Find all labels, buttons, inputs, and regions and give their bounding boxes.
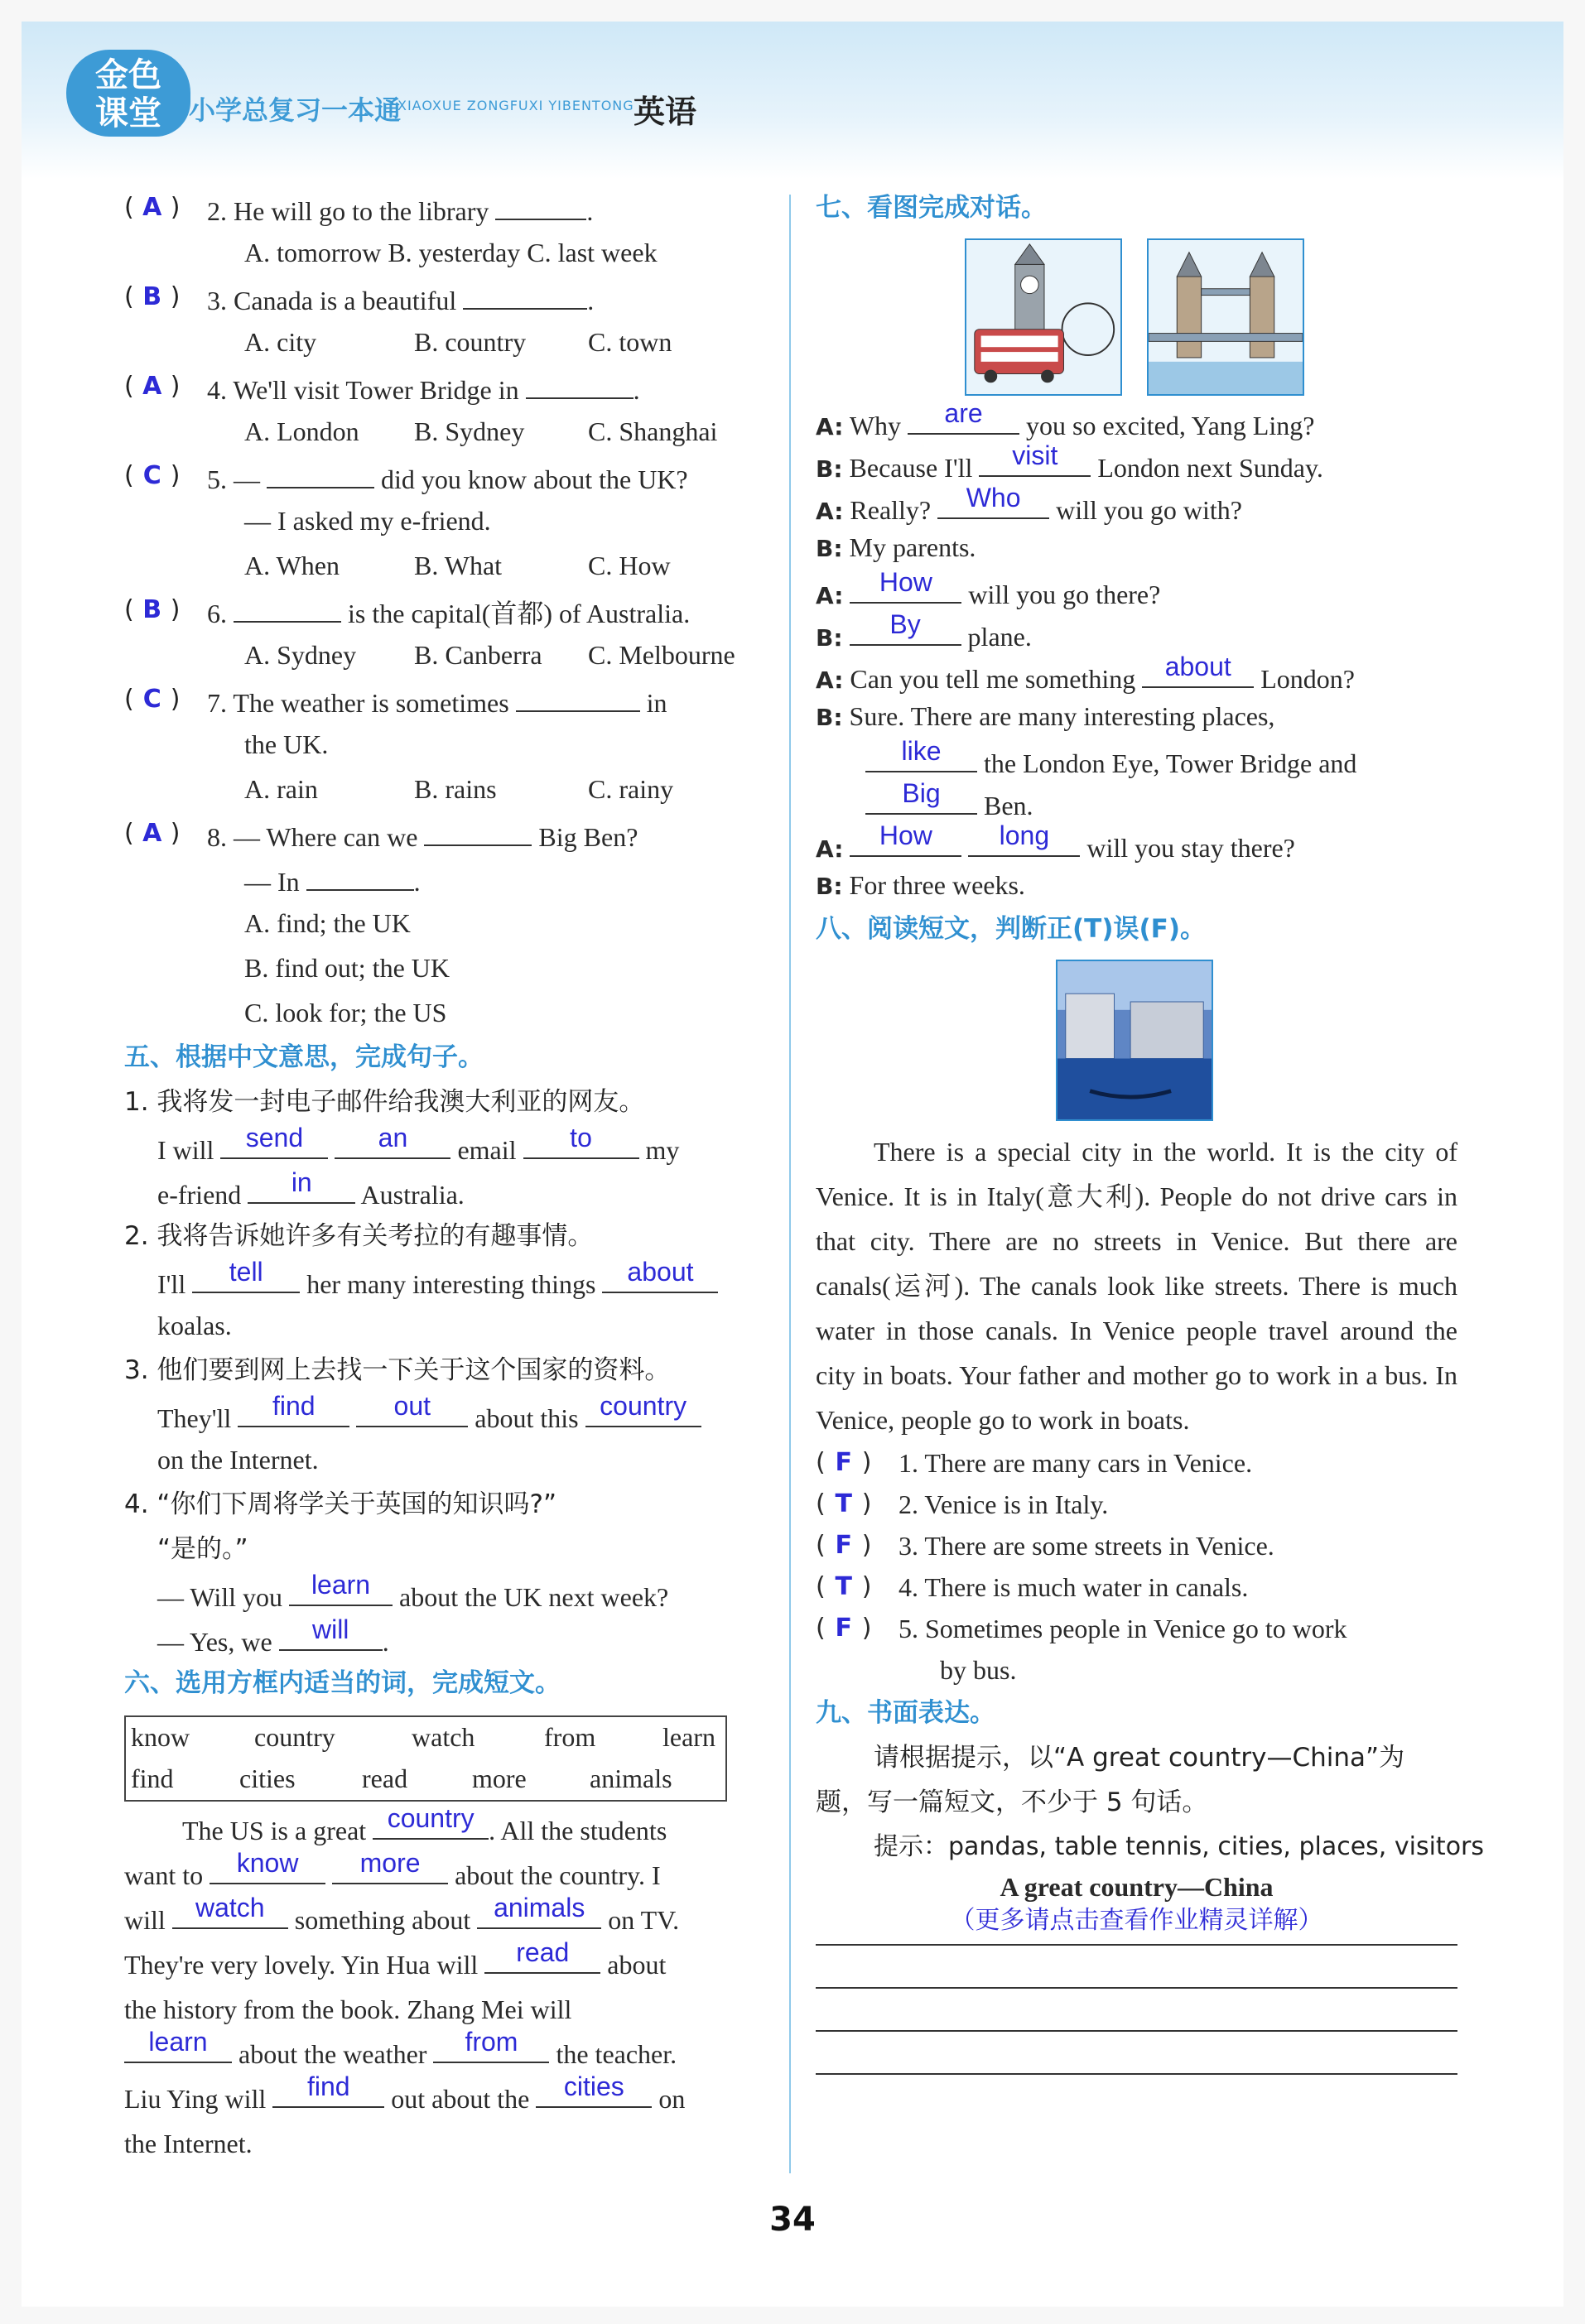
more-solutions-link[interactable]: （更多请点击查看作业精灵详解）: [950, 1906, 1323, 1935]
option: C. How: [588, 551, 671, 580]
item-3-chinese: 3. 他们要到网上去找一下关于这个国家的资料。: [124, 1355, 671, 1385]
option: B. Sydney: [414, 416, 525, 446]
writing-line[interactable]: [816, 1946, 1457, 1989]
answer-mark: T: [835, 1572, 852, 1601]
logo-text-2: 课堂: [95, 94, 161, 132]
word-box-item: cities: [239, 1763, 296, 1793]
answer-blank: [234, 588, 341, 623]
tf-item: ( F ) 1. There are many cars in Venice.: [816, 1442, 1457, 1484]
word-box: [124, 1715, 727, 1802]
option: A. city: [244, 327, 317, 357]
left-column: ( A ) 2. He will go to the library . A. tomorrow B. yesterday C. last week ( B ) 3. Canada is a beautiful . A. city B. country C. town ( A ) 4. We'll visit Tower Bridge in . A. London B. Sydney C. Shanghai ( C ) 5. — did you know about the UK? — I asked my e-friend. A. When B. What C. How ( B ) 6. is the capital(首都) of Australia. A. Sydney B. Canberra C. Melbourne ( C ) 7. The weather is sometimes in the UK. A. rain B. rains C. rainy ( A ) 8. — Where can we Big Ben? — In . A. find; the UK B. find out; the UK C. look for; the US 五、根据中文意思，完成句子。 1. 我将发一封电子邮件给我澳大利亚的网友。 I will send an email to my e-friend in Australia. 2. 我将告诉她许多有关考拉的有趣事情。 I'll tell her many interesting things about koalas. 3. 他们要到网上去找一下关于这个国家的资料。 They'll find out about this country on the Internet. 4. “你们下周将学关于英国的知识吗?” “是的。” — Will you learn about the UK next week? — Yes, we will . 六、选用方框内适当的词，完成短文。 know country watch from learn find cities read more animals The US is a great country . All the students want to know more about the country. I will watch something about animals on TV. They're very lovely. Yin Hua will read about the history from the book. Zhang Mei will learn about the weather from the teacher. Liu Ying will find out about the cities on the Internet.: [124, 185, 767, 2166]
answer-mark: C: [142, 461, 161, 490]
filled-answer: know: [236, 1848, 299, 1878]
filled-answer: read: [516, 1937, 570, 1967]
filled-answer: By: [889, 609, 921, 639]
series-logo: [66, 50, 190, 137]
filled-answer: visit: [1012, 440, 1058, 470]
filled-answer: How: [879, 820, 932, 850]
answer-mark: A: [142, 819, 162, 848]
answer-blank: [526, 364, 634, 399]
dialogue-line: like the London Eye, Tower Bridge and: [816, 738, 1457, 780]
filled-answer: How: [879, 567, 932, 597]
filled-answer: from: [465, 2027, 518, 2057]
filled-answer: like: [901, 736, 942, 766]
option: B. find out; the UK: [244, 953, 450, 983]
answer-mark: B: [142, 595, 162, 624]
option: C. rainy: [588, 774, 674, 804]
dialogue-line: A: Really? Who will you go with?: [816, 483, 1242, 525]
london-pictures: [816, 230, 1457, 400]
filled-answer: tell: [229, 1257, 263, 1287]
word-box-item: from: [544, 1722, 596, 1752]
question-5: ( C ) 5. — did you know about the UK?: [124, 454, 767, 498]
filled-answer: more: [359, 1848, 421, 1878]
word-box-item: read: [362, 1763, 408, 1793]
option: B. What: [414, 551, 503, 580]
filled-answer: will: [311, 1614, 349, 1644]
filled-answer: animals: [494, 1893, 585, 1922]
filled-answer: in: [291, 1167, 312, 1197]
answer-mark: F: [835, 1614, 852, 1643]
section-9-title: 九、书面表达。: [816, 1698, 995, 1728]
writing-instruction: 请根据提示，以“A great country—China”为: [874, 1743, 1405, 1773]
word-box-item: more: [472, 1763, 527, 1793]
option: A. When: [244, 551, 340, 580]
option: C. Melbourne: [588, 640, 735, 670]
series-title: 小学总复习一本通: [189, 94, 402, 126]
filled-answer: to: [570, 1123, 592, 1152]
word-box-item: learn: [662, 1722, 715, 1752]
tf-item: ( T ) 2. Venice is in Italy.: [816, 1484, 1457, 1525]
answer-mark: F: [835, 1531, 852, 1560]
question-7: ( C ) 7. The weather is sometimes in: [124, 677, 767, 722]
filled-answer: watch: [195, 1893, 265, 1922]
word-box-item: know: [131, 1722, 190, 1752]
tf-item: ( T ) 4. There is much water in canals.: [816, 1566, 1457, 1608]
filled-answer: country: [387, 1803, 475, 1833]
page-number: 34: [769, 2201, 816, 2239]
option: A. Sydney: [244, 640, 357, 670]
filled-answer: find: [306, 2071, 350, 2101]
answer-blank: [267, 454, 374, 488]
option-line: A. tomorrow B. yesterday C. last week: [244, 238, 658, 267]
logo-text-1: 金色: [95, 56, 161, 94]
column-divider: [789, 195, 791, 2173]
answer-blank: [306, 856, 414, 891]
filled-answer: learn: [148, 2027, 208, 2057]
answer-blank: [463, 275, 587, 310]
answer-blank: [424, 811, 532, 846]
option: A. London: [244, 416, 359, 446]
filled-answer: send: [245, 1123, 304, 1152]
section-7-title: 七、看图完成对话。: [816, 193, 1047, 223]
option: B. Canberra: [414, 640, 542, 670]
dialogue-line: B: By plane.: [816, 609, 1032, 652]
item-1-answer: I will send an email to my: [157, 1123, 680, 1165]
word-box-item: country: [254, 1722, 335, 1752]
answer-mark: A: [142, 372, 162, 401]
option: C. town: [588, 327, 672, 357]
word-box-item: find: [131, 1763, 174, 1793]
dialogue-line: B: My parents.: [816, 532, 976, 562]
question-number: 2.: [207, 196, 227, 226]
option: A. rain: [244, 774, 318, 804]
item-2-chinese: 2. 我将告诉她许多有关考拉的有趣事情。: [124, 1221, 594, 1251]
filled-answer: out: [393, 1391, 431, 1421]
filled-answer: are: [944, 398, 983, 428]
filled-answer: Who: [966, 483, 1021, 512]
writing-line[interactable]: [816, 1937, 1457, 1946]
item-4-answer: — Will you learn about the UK next week?: [157, 1570, 669, 1612]
reading-passage: There is a special city in the world. It is the city of Venice. It is in Italy(意大利). People do not drive cars in that city. There are no streets in Venice. But there are canals(运河). The canals look like streets. There is much water in those canals. In Venice people travel around the city in boats. Your father and mother go to work in a bus. In Venice, people go to work in boats.: [816, 1137, 1457, 1435]
writing-line[interactable]: [816, 2032, 1457, 2075]
answer-mark: C: [142, 685, 161, 714]
filled-answer: Big: [902, 778, 941, 808]
cloze-passage: The US is a great country . All the students want to know more about the country. I will watch something about animals on TV. They're very lovely. Yin Hua will read about the history from the book. Zhang Mei will learn about the weather from the teacher. Liu Ying will find out about the cities on the Internet.: [124, 1803, 686, 2158]
venice-canal-picture: [1056, 960, 1213, 1121]
writing-hint: 提示：pandas, table tennis, cities, places, visitors: [874, 1832, 1485, 1861]
option: B. country: [414, 327, 527, 357]
filled-answer: about: [1164, 652, 1231, 681]
question-stem: He will go to the library: [234, 196, 489, 226]
subject-title: 英语: [634, 94, 697, 130]
section-5-title: 五、根据中文意思，完成句子。: [124, 1042, 484, 1072]
question-8: ( A ) 8. — Where can we Big Ben?: [124, 811, 767, 856]
filled-answer: an: [378, 1123, 408, 1152]
answer-mark: A: [142, 193, 162, 222]
tower-bridge-picture: [1147, 238, 1304, 396]
dialogue-line: B: Because I'll visit London next Sunday.: [816, 440, 1323, 483]
item-4-chinese: 4. “你们下周将学关于英国的知识吗?”: [124, 1489, 557, 1519]
essay-title: A great country—China: [1000, 1872, 1274, 1902]
word-box-item: watch: [412, 1722, 475, 1752]
tf-item: ( F ) 5. Sometimes people in Venice go to work: [816, 1608, 1457, 1649]
item-3-answer: They'll find out about this country: [124, 1393, 767, 1437]
question-2: ( A ) 2. He will go to the library .: [124, 185, 767, 230]
filled-answer: learn: [311, 1570, 371, 1600]
option: C. look for; the US: [244, 998, 447, 1027]
filled-answer: cities: [563, 2071, 624, 2101]
item-1-chinese: 1. 我将发一封电子邮件给我澳大利亚的网友。: [124, 1087, 645, 1117]
dialogue-line: B: For three weeks.: [816, 870, 1025, 900]
item-2-answer: I'll tell her many interesting things about: [124, 1258, 767, 1303]
option: B. rains: [414, 774, 497, 804]
word-box-item: animals: [590, 1763, 672, 1793]
question-6: ( B ) 6. is the capital(首都) of Australia.: [124, 588, 767, 633]
dialogue-line: Big Ben.: [816, 780, 1457, 822]
dialogue-line: A: Can you tell me something about London?: [816, 652, 1355, 694]
writing-line[interactable]: [816, 1989, 1457, 2032]
answer-blank: [495, 185, 586, 220]
section-8-title: 八、阅读短文，判断正(T)误(F)。: [816, 914, 1206, 944]
answer-mark: F: [835, 1448, 852, 1477]
tf-item: ( F ) 3. There are some streets in Venice.: [816, 1525, 1457, 1566]
answer-mark: T: [835, 1489, 852, 1518]
big-ben-bus-picture: [965, 238, 1122, 396]
question-4: ( A ) 4. We'll visit Tower Bridge in .: [124, 364, 767, 409]
dialogue-line: B: Sure. There are many interesting places,: [816, 701, 1275, 731]
series-pinyin: XIAOXUE ZONGFUXI YIBENTONG: [397, 98, 634, 113]
filled-answer: find: [272, 1391, 316, 1421]
answer-mark: B: [142, 282, 162, 311]
question-3: ( B ) 3. Canada is a beautiful .: [124, 275, 767, 320]
answer-blank: [516, 677, 640, 712]
section-6-title: 六、选用方框内适当的词，完成短文。: [124, 1668, 561, 1698]
filled-answer: country: [600, 1391, 687, 1421]
option: A. find; the UK: [244, 908, 411, 938]
dialogue-line: A: How long will you stay there?: [816, 820, 1295, 863]
right-column: 七、看图完成对话。 A: Why are you so excited, Yang Ling? B: Because I'll visit London next Sunday. A: Really? Who will you go with? B: My parents. A: How will you go there? B: By plane. A: Can you tell me something about London? B: Sure. There are many interesting places, like the London Eye, Tower Bridge and Big Ben. A: How long will you stay there? B: For three weeks. 八、阅读短文，判断正(T)误(F)。 There is a special city in the world. It is the city of Venice. It is in Italy(意大利). People do not drive cars in that city. There are no streets in Venice. But there are canals(运河). The canals look like streets. There is much water in those canals. In Venice people travel around the city in boats. Your father and mother go to work in a bus. In Venice, people go to work in boats. ( F ) 1. There are many cars in Venice. ( T ) 2. Venice is in Italy. ( F ) 3. There are some streets in Venice. ( T ) 4. There is much water in canals. ( F ) 5. Sometimes people in Venice go to work by bus. 九、书面表达。 请根据提示，以“A great country—China”为 题，写一篇短文，不少于 5 句话。 提示：pandas, table tennis, cities, places, visitors A great country—China （更多请点击查看作业精灵详解）: [816, 185, 1457, 2075]
dialogue-line: A: How will you go there?: [816, 567, 1161, 609]
option: C. Shanghai: [588, 416, 718, 446]
dialogue-line: A: Why are you so excited, Yang Ling?: [816, 398, 1315, 440]
filled-answer: long: [999, 820, 1050, 850]
filled-answer: about: [627, 1257, 694, 1287]
